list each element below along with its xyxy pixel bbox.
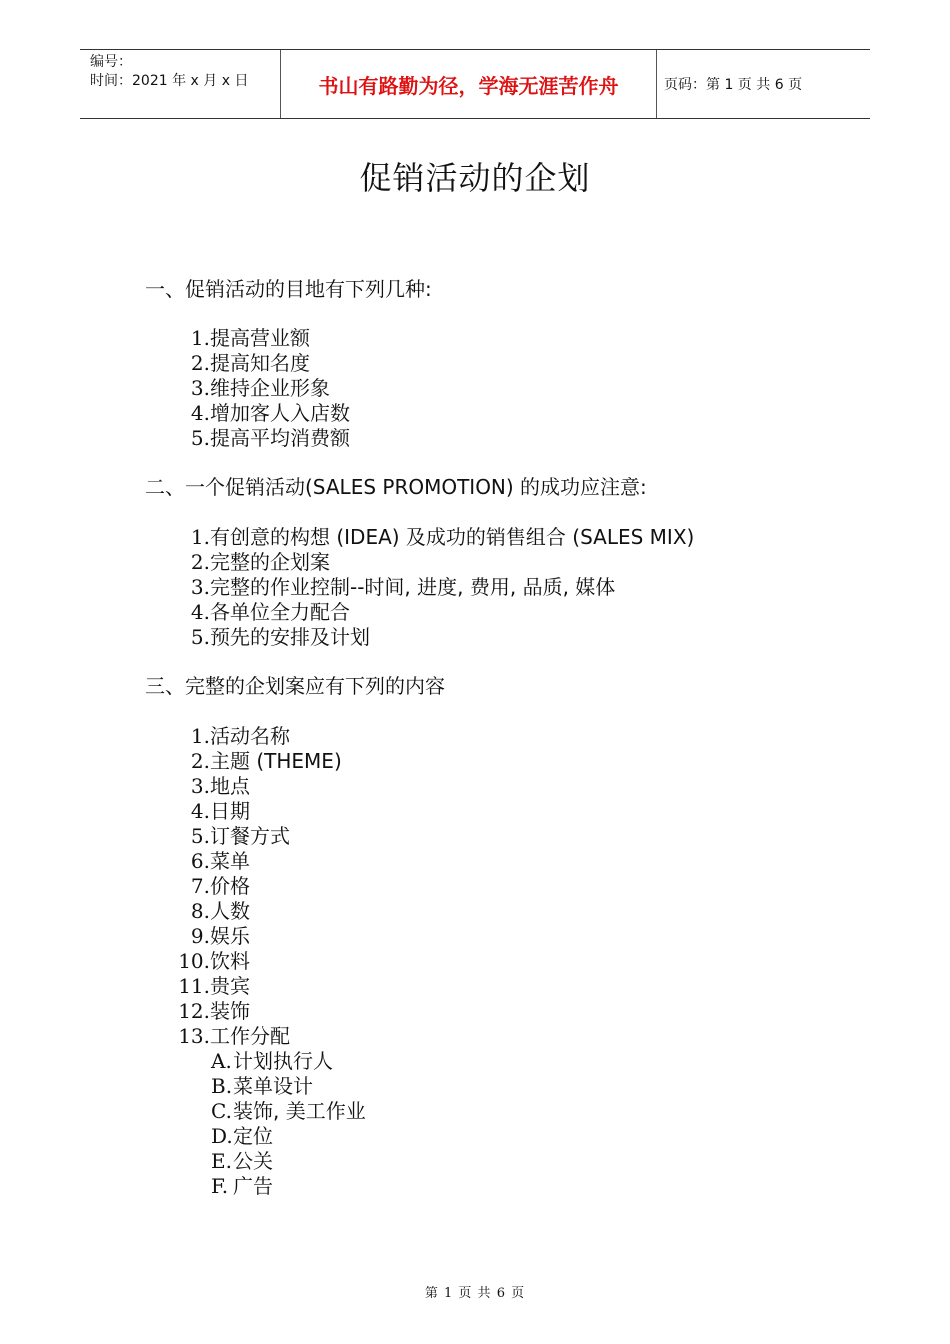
item-number: 1. bbox=[190, 525, 210, 549]
item-letter: D. bbox=[211, 1124, 233, 1148]
list-item bbox=[180, 351, 310, 376]
item-text: 维持企业形象 bbox=[210, 376, 330, 400]
item-number: 5. bbox=[190, 625, 210, 649]
section-heading: 三、完整的企划案应有下列的内容 bbox=[145, 674, 445, 698]
header-motto bbox=[280, 50, 657, 118]
item-text: 订餐方式 bbox=[210, 824, 290, 848]
item-letter: C. bbox=[211, 1099, 232, 1123]
list-item bbox=[180, 376, 330, 401]
list-item bbox=[170, 999, 250, 1024]
list-item bbox=[170, 799, 250, 824]
item-number: 1. bbox=[190, 326, 210, 350]
list-item bbox=[170, 824, 290, 849]
item-number: 5. bbox=[190, 426, 210, 450]
item-number: 2. bbox=[190, 749, 210, 773]
item-text: 各单位全力配合 bbox=[210, 600, 350, 624]
item-number: 9. bbox=[190, 924, 210, 948]
item-text: 活动名称 bbox=[210, 724, 290, 748]
item-number: 3. bbox=[190, 575, 210, 599]
item-text: 公关 bbox=[233, 1149, 273, 1173]
sub-list-item bbox=[211, 1074, 313, 1099]
list-item bbox=[170, 749, 342, 774]
list-item bbox=[180, 326, 310, 351]
item-number: 12. bbox=[178, 999, 210, 1023]
item-text: 贵宾 bbox=[210, 974, 250, 998]
list-item bbox=[170, 1024, 290, 1049]
item-number: 6. bbox=[190, 849, 210, 873]
list-item bbox=[170, 924, 250, 949]
item-number: 7. bbox=[190, 874, 210, 898]
item-text: 地点 bbox=[210, 774, 250, 798]
item-number: 2. bbox=[190, 351, 210, 375]
doc-number-label: 编号： bbox=[90, 54, 132, 70]
item-letter: A. bbox=[211, 1049, 232, 1073]
item-text: 饮料 bbox=[210, 949, 250, 973]
item-text: 装饰 bbox=[210, 999, 250, 1023]
item-text: 娱乐 bbox=[210, 924, 250, 948]
page-header bbox=[80, 49, 870, 119]
doc-date: 时间：2021 年 x 月 x 日 bbox=[90, 73, 249, 89]
section-heading: 一、促销活动的目地有下列几种: bbox=[145, 277, 432, 301]
sub-list-item bbox=[211, 1174, 273, 1199]
item-text: 完整的企划案 bbox=[210, 550, 330, 574]
list-item bbox=[170, 899, 250, 924]
item-text: 计划执行人 bbox=[233, 1049, 333, 1073]
motto-text: 书山有路勤为径，学海无涯苦作舟 bbox=[318, 73, 619, 98]
sub-list-item bbox=[211, 1049, 333, 1074]
document-title: 促销活动的企划 bbox=[359, 159, 591, 197]
item-text: 增加客人入店数 bbox=[210, 401, 350, 425]
list-item bbox=[170, 949, 250, 974]
item-number: 3. bbox=[190, 774, 210, 798]
list-item bbox=[170, 724, 290, 749]
item-number: 4. bbox=[190, 401, 210, 425]
item-number: 13. bbox=[178, 1024, 210, 1048]
item-number: 5. bbox=[190, 824, 210, 848]
list-item bbox=[170, 849, 250, 874]
item-text: 日期 bbox=[210, 799, 250, 823]
item-text: 预先的安排及计划 bbox=[210, 625, 370, 649]
item-text: 广告 bbox=[233, 1174, 273, 1198]
item-letter: F. bbox=[211, 1174, 229, 1198]
list-item bbox=[180, 600, 350, 625]
list-item bbox=[180, 525, 694, 550]
item-text: 有创意的构想 (IDEA) 及成功的销售组合 (SALES MIX) bbox=[210, 525, 695, 549]
item-text: 提高知名度 bbox=[210, 351, 310, 375]
item-letter: E. bbox=[211, 1149, 232, 1173]
item-text: 提高营业额 bbox=[210, 326, 310, 350]
item-text: 菜单 bbox=[210, 849, 250, 873]
section-heading: 二、一个促销活动(SALES PROMOTION) 的成功应注意: bbox=[145, 475, 647, 499]
list-item bbox=[180, 401, 350, 426]
item-text: 提高平均消费额 bbox=[210, 426, 350, 450]
item-number: 4. bbox=[190, 600, 210, 624]
item-number: 10. bbox=[178, 949, 210, 973]
page-footer: 第 1 页 共 6 页 bbox=[424, 1286, 526, 1301]
sub-list-item bbox=[211, 1124, 273, 1149]
item-text: 价格 bbox=[210, 874, 250, 898]
item-text: 菜单设计 bbox=[233, 1074, 313, 1098]
item-text: 定位 bbox=[233, 1124, 273, 1148]
item-number: 3. bbox=[190, 376, 210, 400]
list-item bbox=[180, 575, 615, 600]
list-item bbox=[180, 550, 330, 575]
item-text: 人数 bbox=[210, 899, 250, 923]
item-number: 1. bbox=[190, 724, 210, 748]
header-page-number: 页码：第 1 页 共 6 页 bbox=[664, 77, 803, 93]
list-item bbox=[180, 426, 350, 451]
item-text: 工作分配 bbox=[210, 1024, 290, 1048]
list-item bbox=[170, 774, 250, 799]
item-number: 4. bbox=[190, 799, 210, 823]
sub-list-item bbox=[211, 1099, 366, 1124]
item-number: 2. bbox=[190, 550, 210, 574]
item-number: 8. bbox=[190, 899, 210, 923]
header-meta bbox=[80, 50, 280, 118]
item-text: 主题 (THEME) bbox=[210, 749, 342, 773]
item-letter: B. bbox=[211, 1074, 233, 1098]
item-number: 11. bbox=[178, 974, 210, 998]
list-item bbox=[170, 974, 250, 999]
list-item bbox=[170, 874, 250, 899]
list-item bbox=[180, 625, 370, 650]
item-text: 装饰, 美工作业 bbox=[233, 1099, 366, 1123]
item-text: 完整的作业控制--时间, 进度, 费用, 品质, 媒体 bbox=[210, 575, 616, 599]
sub-list-item bbox=[211, 1149, 273, 1174]
